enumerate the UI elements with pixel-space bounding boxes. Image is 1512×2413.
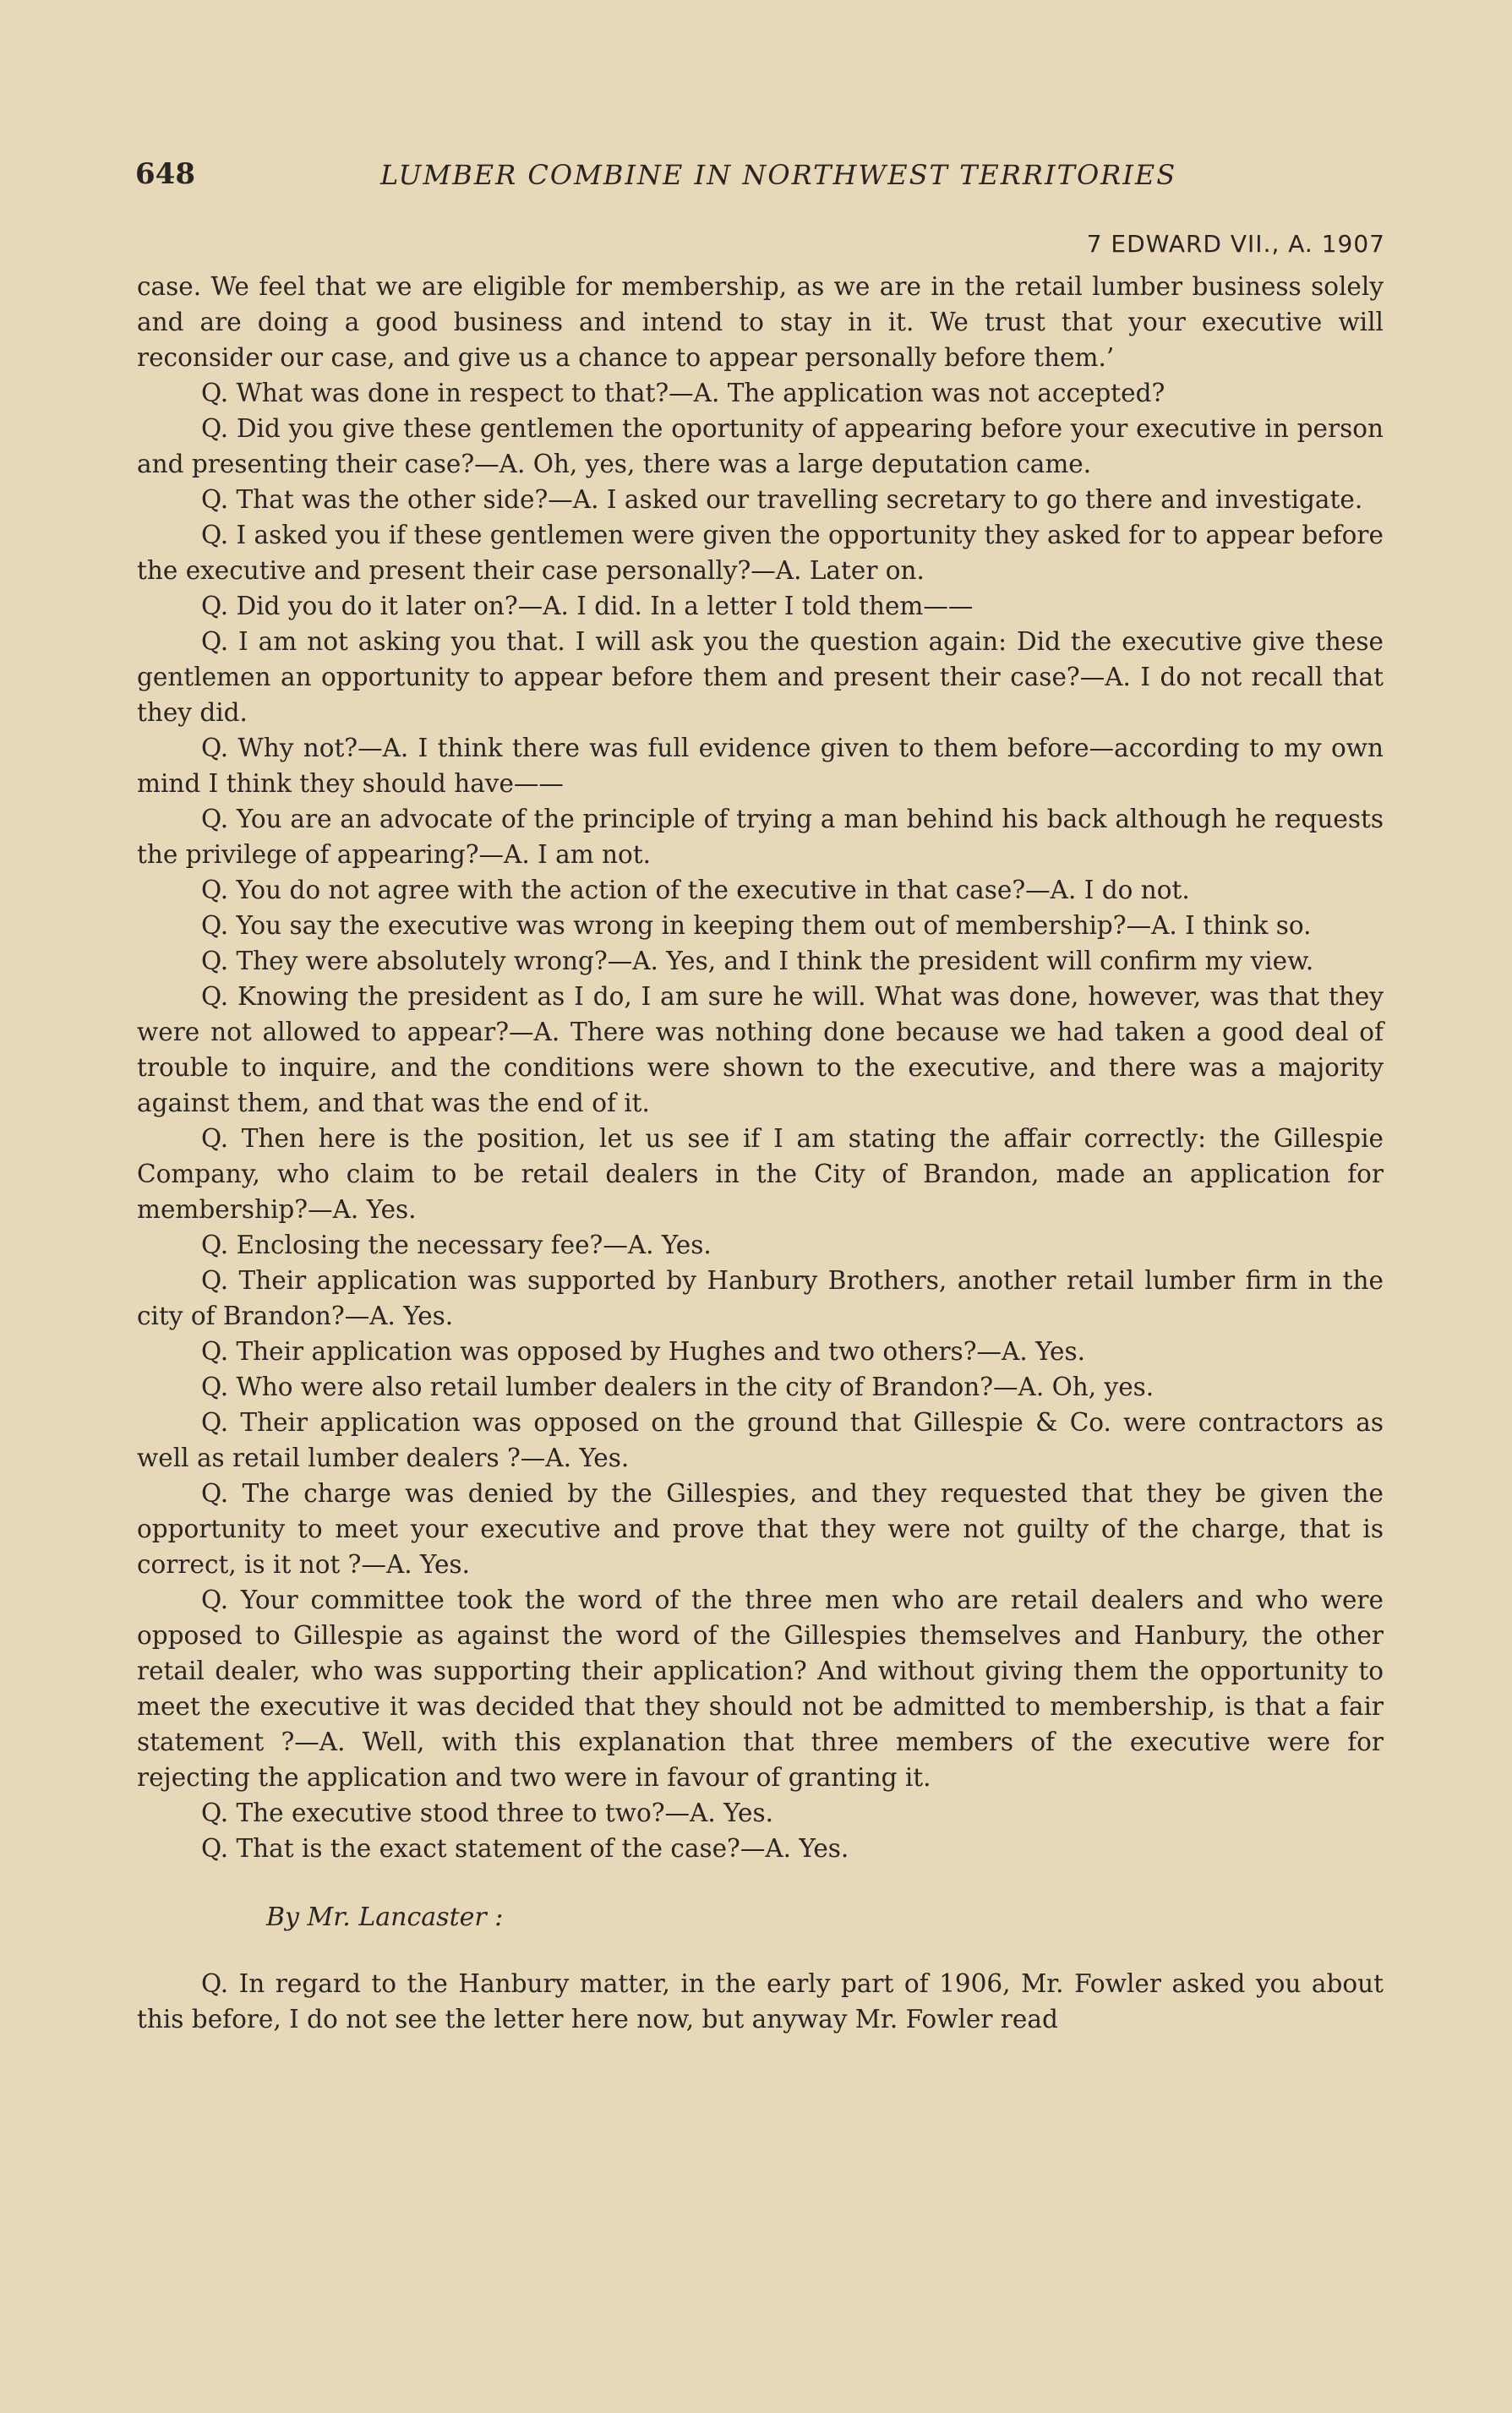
by-line-heading: By Mr. Lancaster : <box>266 1903 504 1932</box>
paragraph: Q. I am not asking you that. I will ask you the question again: Did the executive give these gentlemen an opportunity to appear before them and present their case?—A. I do not recall that they did. <box>137 627 1384 727</box>
paragraph: Q. I asked you if these gentlemen were given the opportunity they asked for to appear before the executive and present their case personally?—A. Later on. <box>137 521 1384 585</box>
paragraph: case. We feel that we are eligible for membership, as we are in the retail lumber business solely and are doing a good business and intend to stay in it. We trust that your executive will reconsider our case, and give us a chance to appear personally before them.’ <box>137 272 1384 372</box>
paragraph: Q. The executive stood three to two?—A. Yes. <box>201 1799 773 1827</box>
paragraph: Q. Knowing the president as I do, I am sure he will. What was done, however, was that they were not allowed to appear?—A. There was nothing done because we had taken a good deal of trouble to inquire, and the conditions were shown to the executive, and there was a majority against them, and that was the end of it. <box>137 982 1384 1117</box>
body-text <box>137 269 1384 2037</box>
paragraph: Q. Their application was opposed on the ground that Gillespie & Co. were contractors as well as retail lumber dealers ?—A. Yes. <box>137 1408 1384 1472</box>
paragraph: Q. Who were also retail lumber dealers in the city of Brandon?—A. Oh, yes. <box>201 1373 1154 1401</box>
paragraph: Q. What was done in respect to that?—A. The application was not accepted? <box>201 379 1165 407</box>
paragraph: Q. Did you give these gentlemen the oportunity of appearing before your executive in person and presenting their case?—A. Oh, yes, there was a large deputation came. <box>137 414 1384 478</box>
page-header <box>135 157 1386 199</box>
paragraph: Q. Why not?—A. I think there was full evidence given to them before—according to my own mind I think they should have—— <box>137 734 1384 798</box>
paragraph: Q. Their application was opposed by Hughes and two others?—A. Yes. <box>201 1337 1085 1366</box>
paragraph: Q. You say the executive was wrong in keeping them out of membership?—A. I think so. <box>201 911 1312 940</box>
running-title: LUMBER COMBINE IN NORTHWEST TERRITORIES <box>380 159 1177 191</box>
paragraph: Q. The charge was denied by the Gillespies, and they requested that they be given the opportunity to meet your executive and prove that they were not guilty of the charge, that is correct, is it not ?—A. Yes. <box>137 1479 1384 1579</box>
paragraph: Q. Then here is the position, let us see if I am stating the affair correctly: the Gillespie Company, who claim to be retail dealers in the City of Brandon, made an application for membership?—A. Yes. <box>137 1124 1384 1224</box>
paragraph: Q. That is the exact statement of the case?—A. Yes. <box>201 1834 849 1863</box>
paragraph: Q. Did you do it later on?—A. I did. In a letter I told them—— <box>201 592 974 620</box>
paragraph: Q. Their application was supported by Hanbury Brothers, another retail lumber firm in the city of Brandon?—A. Yes. <box>137 1266 1384 1330</box>
paragraph: Q. They were absolutely wrong?—A. Yes, and I think the president will confirm my view. <box>201 947 1314 975</box>
paragraph: Q. You do not agree with the action of the executive in that case?—A. I do not. <box>201 876 1190 904</box>
paragraph: Q. Your committee took the word of the three men who are retail dealers and who were opposed to Gillespie as against the word of the Gillespies themselves and Hanbury, the other retail dealer, who was supporting their application? And without giving them the opportunity to meet the executive it was decided that they should not be admitted to membership, is that a fair statement ?—A. Well, with this explanation that three members of the executive were for rejecting the application and two were in favour of granting it. <box>137 1586 1384 1792</box>
paragraph: Q. That was the other side?—A. I asked our travelling secretary to go there and investigate. <box>201 485 1363 514</box>
paragraph: Q. You are an advocate of the principle of trying a man behind his back although he requests the privilege of appearing?—A. I am not. <box>137 805 1384 869</box>
page-number: 648 <box>135 157 195 191</box>
paragraph: Q. Enclosing the necessary fee?—A. Yes. <box>201 1231 712 1259</box>
paragraph: Q. In regard to the Hanbury matter, in the early part of 1906, Mr. Fowler asked you about this before, I do not see the letter here now, but anyway Mr. Fowler read <box>137 1969 1384 2034</box>
session-label: 7 EDWARD VII., A. 1907 <box>1086 230 1385 258</box>
